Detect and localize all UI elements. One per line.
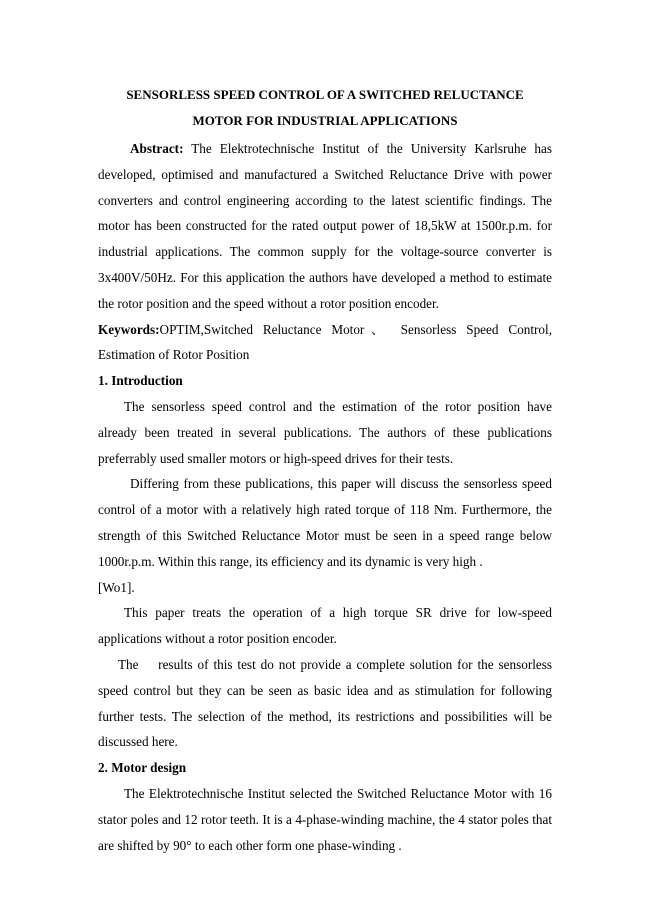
keywords-label: Keywords: <box>98 321 160 337</box>
section-1-paragraph-2: Differing from these publications, this paper will discuss the sensorless speed control of a motor with a relatively high rated torque of 118 Nm. Furthermore, the strength of this Switched Reluctance Motor must be seen in a speed range below 1000r.p.m. Within this range, its efficiency and its dynamic is very high . <box>98 476 552 569</box>
keywords-paragraph <box>98 317 552 369</box>
section-2-heading: 2. Motor design <box>98 760 187 776</box>
section-1-paragraph-3: This paper treats the operation of a high torque SR drive for low-speed applications without a rotor position encoder. <box>98 605 552 647</box>
section-1-paragraph-4: The results of this test do not provide a complete solution for the sensorless speed control but they can be seen as basic idea and as stimulation for following further tests. The selection of the method, its restrictions and possibilities will be discussed here. <box>98 656 556 750</box>
section-1-reference: [Wo1]. <box>98 579 135 595</box>
paper-title <box>98 82 552 134</box>
title-line-1: SENSORLESS SPEED CONTROL OF A SWITCHED RELUCTANCE <box>126 87 524 102</box>
section-1-heading: 1. Introduction <box>98 373 183 389</box>
section-1-paragraph-1: The sensorless speed control and the estimation of the rotor position have already been treated in several publications. The authors of these publications preferrably used smaller motors or high-speed drives for their tests. <box>98 398 552 466</box>
abstract-label: Abstract: <box>130 141 184 156</box>
paper-page <box>98 82 556 858</box>
abstract-text: The Elektrotechnische Institut of the University Karlsruhe has developed, optimised and manufactured a Switched Reluctance Drive with power converters and control engineering according to the latest scientific findings. The motor has been constructed for the rated output power of 18,5kW at 1500r.p.m. for industrial applications. The common supply for the voltage-source converter is 3x400V/50Hz. For this application the authors have developed a method to estimate the rotor position and the speed without a rotor position encoder. <box>98 141 552 311</box>
title-line-2: MOTOR FOR INDUSTRIAL APPLICATIONS <box>192 113 458 128</box>
section-2-paragraph-1: The Elektrotechnische Institut selected the Switched Reluctance Motor with 16 stator poles and 12 rotor teeth. It is a 4-phase-winding machine, the 4 stator poles that are shifted by 90° to each other form one phase-winding . <box>98 785 552 853</box>
keywords-text: OPTIM,Switched Reluctance Motor、 Sensorless Speed Control, Estimation of Rotor Position <box>98 321 552 363</box>
abstract-paragraph <box>98 136 552 317</box>
